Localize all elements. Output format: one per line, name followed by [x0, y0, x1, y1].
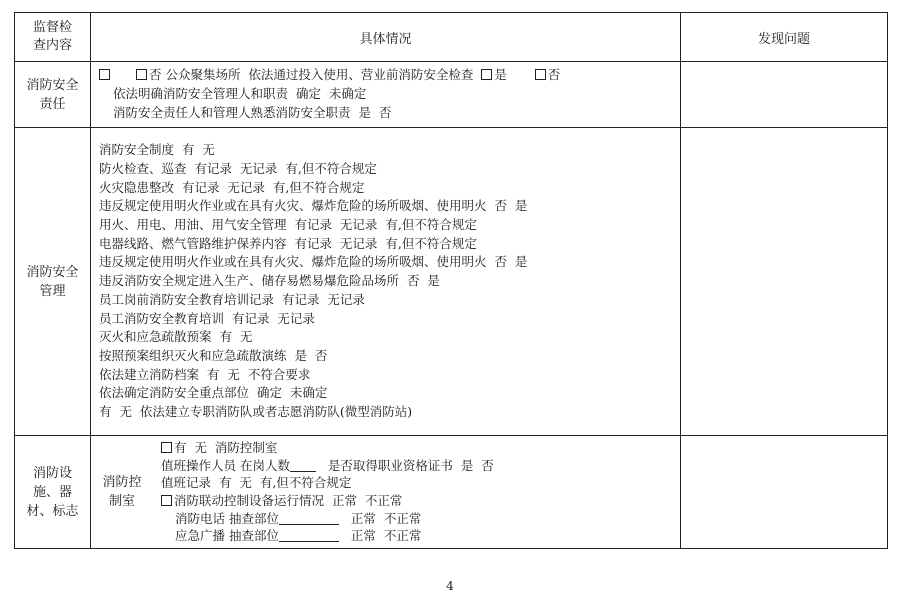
detail-text: 消防安全责任人和管理人熟悉消防安全职责 是 否 — [113, 104, 392, 120]
detail-facilities — [91, 436, 681, 549]
checkbox[interactable] — [161, 442, 172, 453]
detail-line — [161, 474, 672, 492]
header-item — [15, 13, 91, 62]
row-facilities — [15, 436, 888, 549]
detail-text: 用火、用电、用油、用气安全管理 有记录 无记录 有,但不符合规定 — [99, 217, 477, 233]
header-item-label: 监督检查内容 — [32, 20, 72, 53]
detail-text: 值班记录 有 无 有,但不符合规定 — [161, 475, 352, 491]
issues-management[interactable] — [681, 128, 888, 436]
detail-text: 正常 不正常 — [350, 528, 422, 544]
header-issues — [681, 13, 888, 62]
header-issues-label: 发现问题 — [757, 31, 810, 47]
issues-facilities[interactable] — [681, 436, 888, 549]
detail-text: 火灾隐患整改 有记录 无记录 有,但不符合规定 — [99, 179, 365, 195]
checkbox[interactable] — [481, 69, 492, 80]
detail-line — [99, 104, 672, 123]
detail-text: 员工消防安全教育培训 有记录 无记录 — [99, 310, 315, 326]
detail-line — [99, 66, 672, 85]
category-label: 消防安全责任 — [26, 77, 79, 112]
detail-text: 依法确定消防安全重点部位 确定 未确定 — [99, 385, 328, 401]
detail-line — [99, 272, 672, 291]
row-management — [15, 128, 888, 436]
fill-blank[interactable] — [279, 512, 339, 525]
detail-text: 正常 不正常 — [350, 510, 422, 526]
detail-line — [99, 235, 672, 254]
detail-management — [91, 128, 681, 436]
detail-text: 应急广播 抽查部位 — [175, 528, 279, 544]
category-label: 消防设施、器材、标志 — [26, 465, 79, 519]
detail-line — [161, 510, 672, 528]
detail-text: 是否取得职业资格证书 是 否 — [327, 457, 494, 473]
fill-blank[interactable] — [279, 529, 339, 542]
category-management — [15, 128, 91, 436]
detail-text: 有 无 消防控制室 — [174, 440, 278, 456]
detail-line — [99, 197, 672, 216]
detail-line — [161, 439, 672, 457]
detail-line — [99, 310, 672, 329]
detail-text: 违反规定使用明火作业或在具有火灾、爆炸危险的场所吸烟、使用明火 否 是 — [99, 254, 528, 270]
detail-text: 消防联动控制设备运行情况 正常 不正常 — [174, 493, 403, 508]
detail-line — [99, 328, 672, 347]
detail-responsibility — [91, 62, 681, 128]
detail-text: 消防安全制度 有 无 — [99, 142, 215, 158]
detail-text: 值班操作人员 在岗人数 — [161, 457, 290, 473]
detail-line — [99, 160, 672, 179]
header-detail-label: 具体情况 — [359, 31, 412, 47]
category-responsibility — [15, 62, 91, 128]
detail-text: 电器线路、燃气管路维护保养内容 有记录 无记录 有,但不符合规定 — [99, 235, 477, 251]
detail-text: 消防电话 抽查部位 — [175, 510, 279, 526]
detail-line — [99, 347, 672, 366]
detail-text: 防火检查、巡查 有记录 无记录 有,但不符合规定 — [99, 161, 377, 177]
category-label: 消防安全管理 — [26, 264, 79, 299]
sub-table — [91, 437, 680, 548]
detail-text: 有 无 依法建立专职消防队或者志愿消防队(微型消防站) — [99, 403, 413, 419]
detail-line — [161, 527, 672, 545]
detail-line — [161, 457, 672, 475]
issues-responsibility[interactable] — [681, 62, 888, 128]
fill-blank[interactable] — [290, 459, 316, 472]
detail-text: 依法明确消防安全管理人和职责 确定 未确定 — [113, 86, 367, 102]
detail-line — [99, 366, 672, 385]
detail-line — [99, 403, 672, 422]
inspection-table — [14, 12, 888, 549]
detail-line — [99, 85, 672, 104]
page-number: 4 — [446, 579, 454, 593]
table-header-row — [15, 13, 888, 62]
detail-line — [99, 216, 672, 235]
detail-line — [99, 291, 672, 310]
detail-text: 违反消防安全规定进入生产、储存易燃易爆危险品场所 否 是 — [99, 273, 440, 289]
detail-text: 违反规定使用明火作业或在具有火灾、爆炸危险的场所吸烟、使用明火 否 是 — [99, 198, 528, 214]
header-detail — [91, 13, 681, 62]
resp-line0-render: 否 公众聚集场所 依法通过投入使用、营业前消防安全检查 是 否 — [149, 67, 561, 83]
detail-line — [99, 253, 672, 272]
checkbox[interactable] — [136, 69, 147, 80]
sub-category-label: 消防控制室 — [102, 475, 142, 509]
detail-text: 依法建立消防档案 有 无 不符合要求 — [99, 366, 311, 382]
detail-line — [161, 492, 672, 510]
detail-line — [99, 384, 672, 403]
detail-text: 灭火和应急疏散预案 有 无 — [99, 329, 253, 345]
sub-category-control-room — [91, 437, 153, 548]
detail-text: 按照预案组织灭火和应急疏散演练 是 否 — [99, 347, 328, 363]
checkbox[interactable] — [161, 495, 172, 506]
row-responsibility — [15, 62, 888, 128]
detail-text: 员工岗前消防安全教育培训记录 有记录 无记录 — [99, 291, 365, 307]
detail-line — [99, 179, 672, 198]
detail-line — [99, 141, 672, 160]
checkbox[interactable] — [535, 69, 546, 80]
checkbox[interactable] — [99, 69, 110, 80]
sub-detail — [153, 437, 680, 548]
category-facilities — [15, 436, 91, 549]
